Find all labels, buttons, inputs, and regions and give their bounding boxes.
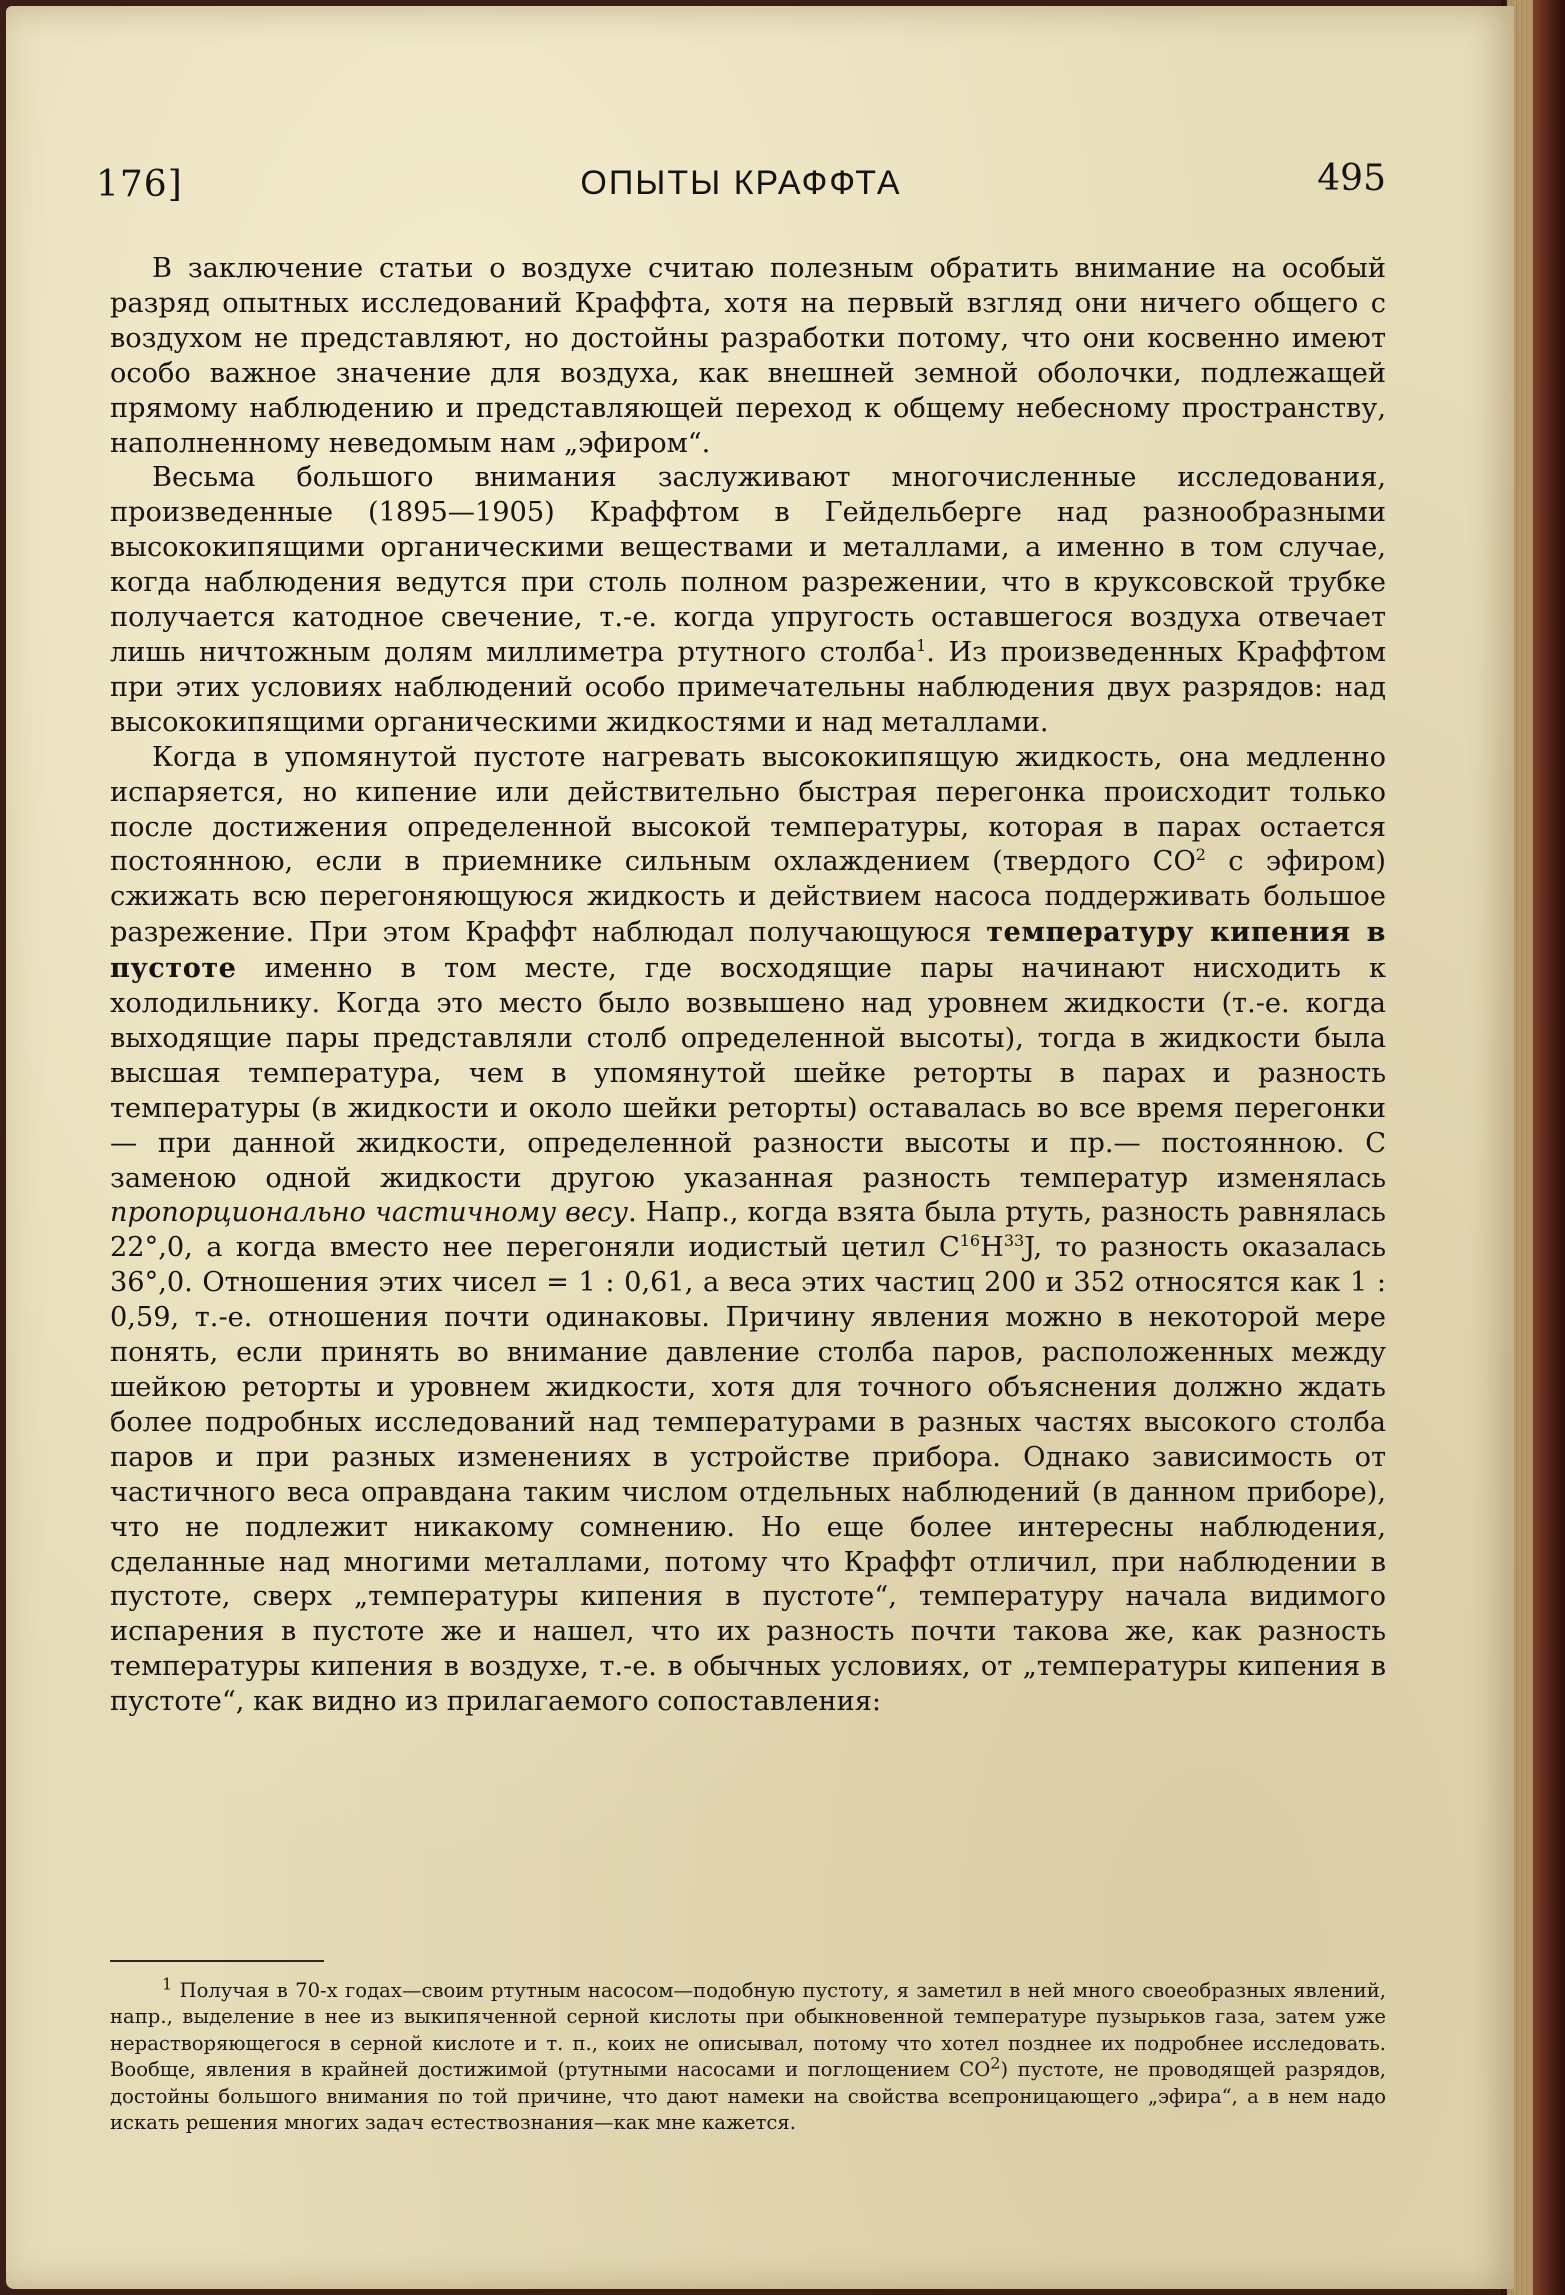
- paragraph-2-text: Весьма большого внимания заслуживают многочисленные исследования, произведенные (1895—1905) Краффтом в Гейдельберге над разнообразными высококипящими органическими веществами и металлами, а именно в том случае, когда наблюдения ведутся при столь полном разрежении, что в круксовской трубке получается катодное свечение, т.-е. когда упругость оставшегося воздуха отвечает лишь ничтожным долям миллиметра ртутного столба: [110, 462, 1386, 668]
- footnote: [110, 1974, 1387, 2136]
- paragraph-2: [110, 461, 1386, 740]
- footnote-ref: 1: [916, 635, 927, 655]
- page-title: ОПЫТЫ КРАФФТА: [580, 164, 902, 202]
- paragraph-2-tail: . Из произведенных Краффтом при этих условиях наблюдений особо примечательны наблюдения двух разрядов: над высококипящими органическими жидкостями и над металлами.: [110, 636, 1386, 738]
- paragraph-3-d: . Напр., когда взята была ртуть, разность равнялась 22°,0, а когда вместо нее перегоняли иодистый цетил C: [110, 1197, 1386, 1264]
- footnote-text-a: Получая в 70-х годах—своим ртутным насосом—подобную пустоту, я заметил в ней много своеобразных явлений, напр., выделение в нее из выкипяченной серной кислоты при обыкновенной температуре пузырьков газа, затем уже нерастворяющегося в серной кислоте и т. п., коих не описывал, потому что хотел позднее их подробнее исследовать. Вообще, явления в крайней достижимой (ртутными насосами и поглощением CO: [110, 1979, 1386, 2082]
- page-number: 495: [1317, 158, 1386, 199]
- footnote-text-b: ) пустоте, не проводящей разрядов, достойны большого внимания по той причине, что дают намеки на свойства всепроницающего „эфира“, а в нем надо искать решения многих задач естествознания—как мне кажется.: [110, 2058, 1387, 2135]
- footnote-marker: 1: [162, 1974, 173, 1994]
- footnote-divider: [110, 1960, 324, 1962]
- paragraph-3-f: J, то разность оказалась 36°,0. Отношения этих чисел = 1 : 0,61, а веса этих частиц 200 и 352 относятся как 1 : 0,59, т.-е. отношения почти одинаковы. Причину явления можно в некоторой мере понять, если принять во внимание давление столба паров, расположенных между шейкою реторты и уровнем жидкости, хотя для точного объяснения должно ждать более подробных исследований над температурами в разных частях высокого столба паров и при разных изменениях в устройстве прибора. Однако зависимость от частичного веса оправдана таким числом отдельных наблюдений (в данном приборе), что не подлежит никакому сомнению. Но еще более интересны наблюдения, сделанные над многими металлами, потому что Краффт отличил, при наблюдении в пустоте, сверх „температуры кипения в пустоте“, температуру начала видимого испарения в пустоте же и нашел, что их разность почти такова же, как разность температуры кипения в воздухе, т.-е. в обычных условиях, от „температуры кипения в пустоте“, как видно из прилагаемого сопоставления:: [110, 1232, 1386, 1718]
- running-head: [96, 158, 1386, 214]
- superscript: 2: [1195, 845, 1206, 865]
- book-page: [6, 6, 1514, 2289]
- superscript: 2: [990, 2053, 1001, 2073]
- paragraph-1: В заключение статьи о воздухе считаю полезным обратить внимание на особый разряд опытных исследований Краффта, хотя на первый взгляд они ничего общего с воздухом не представляют, но достойны разработки потому, что они косвенно имеют особо важное значение для воздуха, как внешней земной оболочки, подлежащей прямому наблюдению и представляющей переход к общему небесному пространству, наполненному неведомым нам „эфиром“.: [110, 253, 1386, 459]
- superscript: 16: [959, 1231, 981, 1251]
- superscript: 33: [1003, 1231, 1025, 1251]
- paragraph-3: [110, 741, 1386, 1720]
- emphasized-term: температуру кипения в пустоте: [110, 916, 1387, 985]
- paragraph-3-c: именно в том месте, где восходящие пары начинают нисходить к холодильнику. Когда это место было возвышено над уровнем жидкости (т.-е. когда выходящие пары представляли столб определенной высоты), тогда в жидкости была высшая температура, чем в упомянутой шейке реторты в парах и разность температуры (в жидкости и около шейки реторты) оставалась во все время перегонки — при данной жидкости, определенной разности высоты и пр.— постоянною. С заменою одной жидкости другою указанная разность температур изменялась: [110, 953, 1386, 1194]
- section-number: 176]: [96, 164, 183, 205]
- body-text: [110, 252, 1386, 1720]
- paragraph-3-e: H: [980, 1232, 1004, 1264]
- paragraph-3-b: с эфиром) сжижать всю перегоняющуюся жидкость и действием насоса поддерживать большое разрежение. При этом Краффт наблюдал получающуюся: [110, 846, 1386, 949]
- paragraph-3-a: Когда в упомянутой пустоте нагревать высококипящую жидкость, она медленно испаряется, но кипение или действительно быстрая перегонка происходит только после достижения определенной высокой температуры, которая в парах остается постоянною, если в приемнике сильным охлаждением (твердого CO: [110, 741, 1386, 878]
- italic-phrase: пропорционально частичному весу: [110, 1197, 629, 1229]
